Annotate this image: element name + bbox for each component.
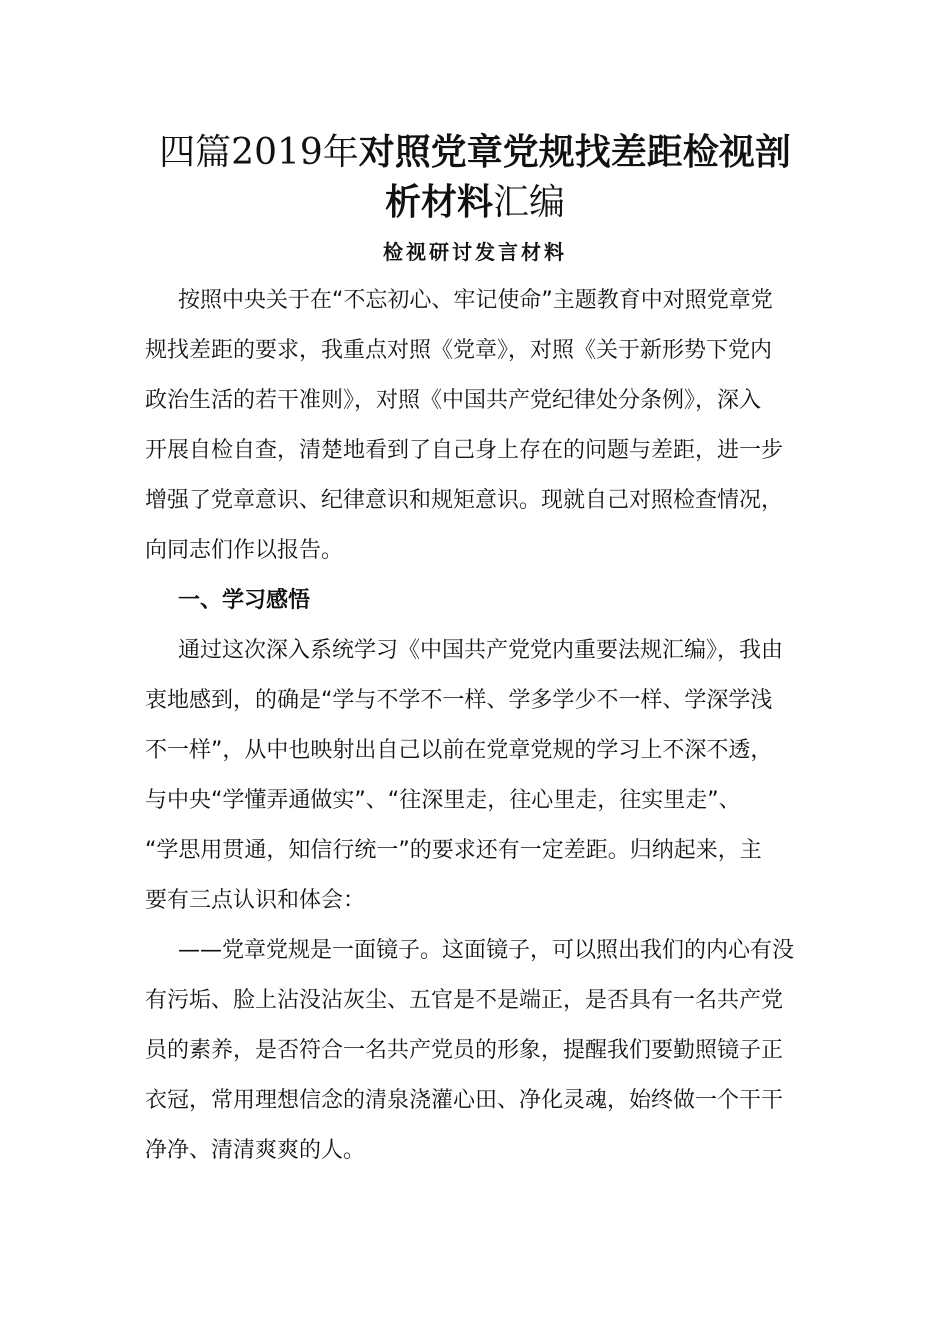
paragraph-line: 要有三点认识和体会： <box>145 888 366 913</box>
paragraph-line: ——党章党规是一面镜子。这面镜子，可以照出我们的内心有没 <box>178 938 795 963</box>
paragraph-line: 增强了党章意识、纪律意识和规矩意识。现就自己对照检查情况， <box>145 488 784 513</box>
title-bold-part-2: 析材料 <box>384 181 493 223</box>
paragraph-line: “学思用贯通，知信行统一”的要求还有一定差距。归纳起来，主 <box>145 838 762 863</box>
title-suffix: 汇编 <box>493 182 566 223</box>
paragraph-line: 与中央“学懂弄通做实”、“往深里走，往心里走，往实里走”、 <box>145 788 741 813</box>
paragraph-line: 开展自检自查，清楚地看到了自己身上存在的问题与差距，进一步 <box>145 438 784 463</box>
document-title-line-1 <box>130 127 820 178</box>
paragraph-line: 衣冠，常用理想信念的清泉浇灌心田、净化灵魂，始终做一个干干 <box>145 1088 784 1113</box>
paragraph-line: 净净、清清爽爽的人。 <box>145 1138 366 1163</box>
document-subtitle: 检视研讨发言材料 <box>383 240 567 264</box>
paragraph-line: 衷地感到，的确是“学与不学不一样、学多学少不一样、学深学浅 <box>145 688 773 713</box>
paragraph-line: 政治生活的若干准则》，对照《中国共产党纪律处分条例》，深入 <box>145 388 762 413</box>
title-prefix: 四篇2019年 <box>159 132 359 173</box>
title-bold-part: 对照党章党规找差距检视剖 <box>358 131 791 173</box>
section-heading: 一、学习感悟 <box>178 588 311 613</box>
paragraph-line: 按照中央关于在“不忘初心、牢记使命”主题教育中对照党章党 <box>178 288 773 313</box>
paragraph-line: 规找差距的要求，我重点对照《党章》，对照《关于新形势下党内 <box>145 338 773 363</box>
paragraph-line: 不一样”，从中也映射出自己以前在党章党规的学习上不深不透， <box>145 738 773 763</box>
paragraph-line: 有污垢、脸上沾没沾灰尘、五官是不是端正，是否具有一名共产党 <box>145 988 784 1013</box>
document-title-line-2 <box>130 177 820 228</box>
paragraph-line: 通过这次深入系统学习《中国共产党党内重要法规汇编》，我由 <box>178 638 784 663</box>
paragraph-line: 员的素养，是否符合一名共产党员的形象，提醒我们要勤照镜子正 <box>145 1038 784 1063</box>
paragraph-line: 向同志们作以报告。 <box>145 538 344 563</box>
